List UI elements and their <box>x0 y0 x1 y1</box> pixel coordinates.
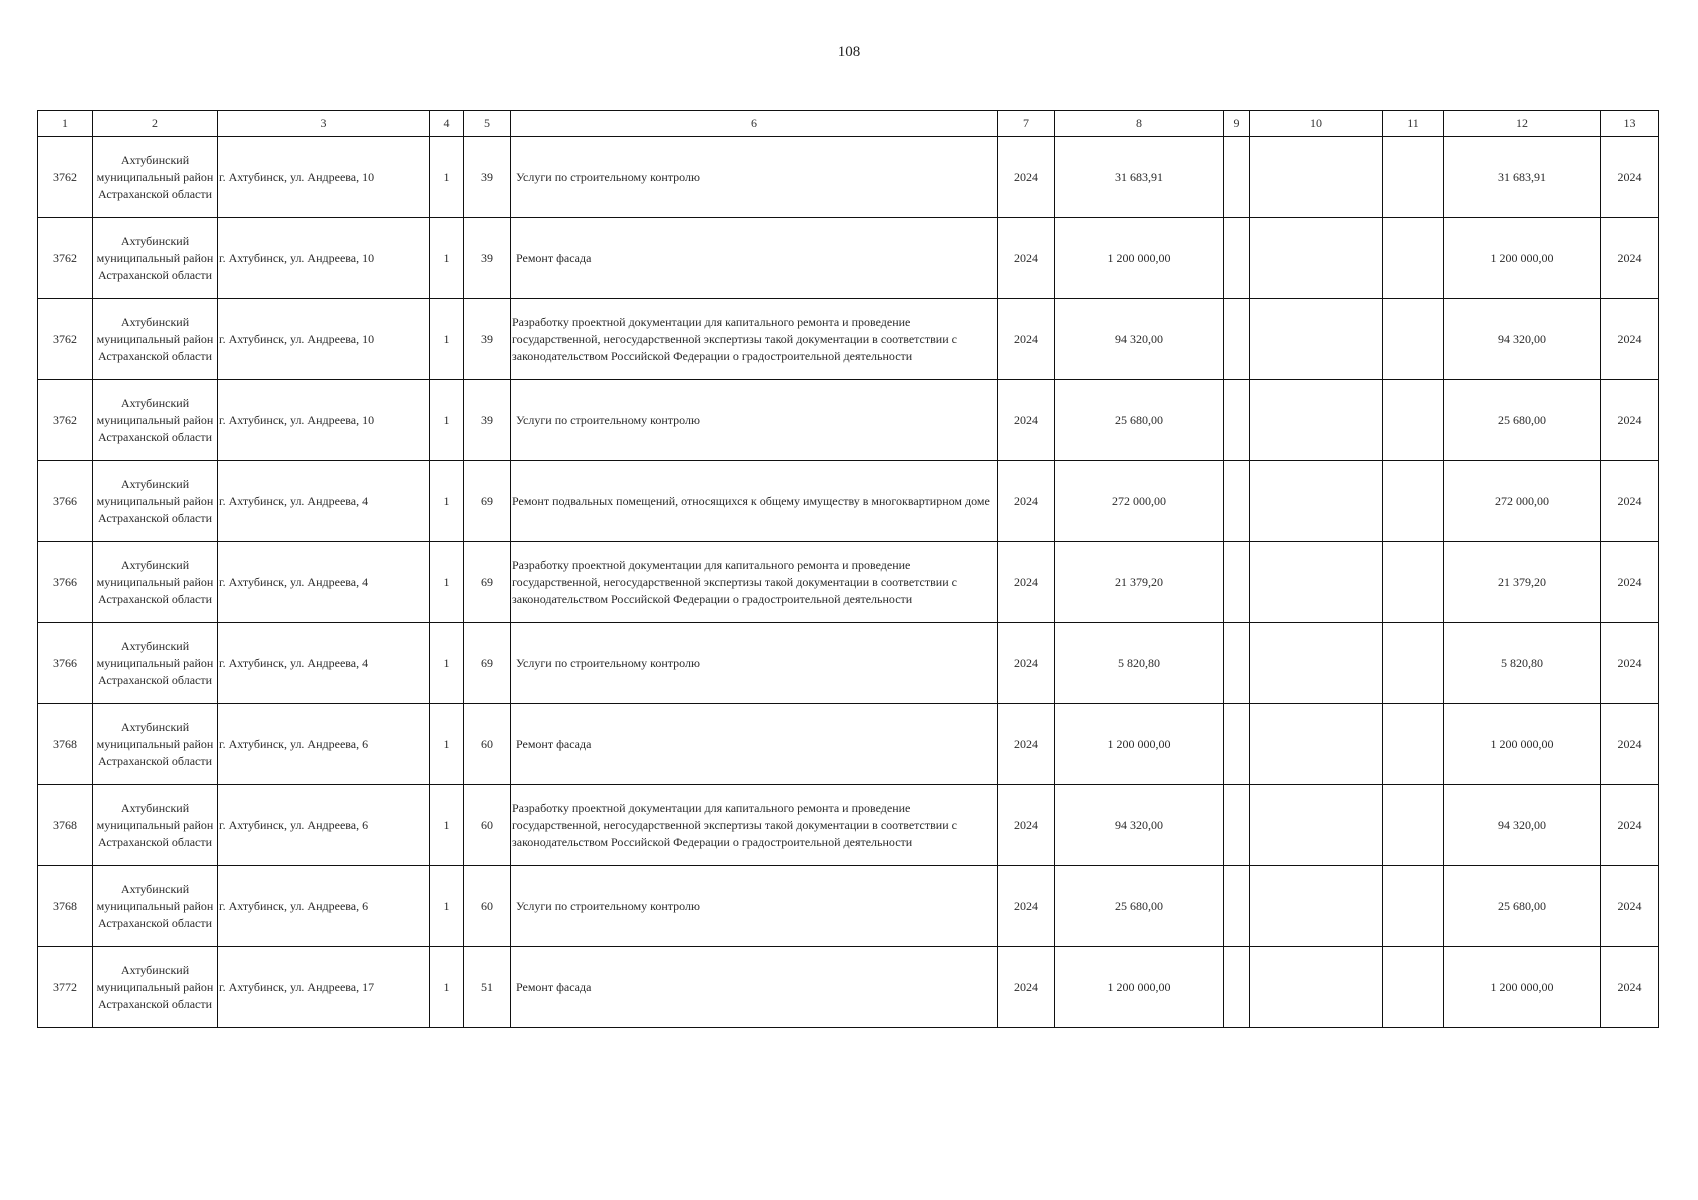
object-id-cell: 3762 <box>38 299 93 380</box>
column-header: 1 <box>38 111 93 137</box>
work-type-cell: Ремонт фасада <box>511 218 998 299</box>
page-number: 108 <box>837 44 861 60</box>
col4-cell: 1 <box>430 461 464 542</box>
completion-year-cell: 2024 <box>1601 137 1659 218</box>
completion-year-cell: 2024 <box>1601 299 1659 380</box>
municipality-cell: Ахтубинский муниципальный район Астраханской области <box>93 785 218 866</box>
amount-cell: 94 320,00 <box>1055 299 1224 380</box>
col4-cell: 1 <box>430 218 464 299</box>
column-header: 4 <box>430 111 464 137</box>
amount-total-cell: 25 680,00 <box>1444 866 1601 947</box>
municipality-cell: Ахтубинский муниципальный район Астраханской области <box>93 218 218 299</box>
municipality-cell: Ахтубинский муниципальный район Астраханской области <box>93 623 218 704</box>
completion-year-cell: 2024 <box>1601 785 1659 866</box>
col10-cell <box>1250 461 1383 542</box>
column-header: 12 <box>1444 111 1601 137</box>
col4-cell: 1 <box>430 137 464 218</box>
completion-year-cell: 2024 <box>1601 218 1659 299</box>
address-cell: г. Ахтубинск, ул. Андреева, 4 <box>218 623 430 704</box>
object-id-cell: 3768 <box>38 704 93 785</box>
col9-cell <box>1224 866 1250 947</box>
table-row <box>38 380 1659 461</box>
column-header: 8 <box>1055 111 1224 137</box>
amount-cell: 25 680,00 <box>1055 866 1224 947</box>
col5-cell: 60 <box>464 704 511 785</box>
col10-cell <box>1250 785 1383 866</box>
col4-cell: 1 <box>430 704 464 785</box>
column-header: 13 <box>1601 111 1659 137</box>
col9-cell <box>1224 785 1250 866</box>
work-type-cell: Услуги по строительному контролю <box>511 623 998 704</box>
work-type-cell: Разработку проектной документации для капитального ремонта и проведение государственной, негосударственной экспертизы такой документации в соответствии с законодательством Российской Федерации о градостроительной деятельности <box>511 785 998 866</box>
column-header: 9 <box>1224 111 1250 137</box>
work-type-cell: Услуги по строительному контролю <box>511 137 998 218</box>
work-type-cell: Услуги по строительному контролю <box>511 380 998 461</box>
column-header: 11 <box>1383 111 1444 137</box>
object-id-cell: 3766 <box>38 542 93 623</box>
col9-cell <box>1224 299 1250 380</box>
col9-cell <box>1224 461 1250 542</box>
amount-total-cell: 1 200 000,00 <box>1444 947 1601 1028</box>
address-cell: г. Ахтубинск, ул. Андреева, 4 <box>218 542 430 623</box>
work-type-cell: Ремонт фасада <box>511 947 998 1028</box>
col10-cell <box>1250 704 1383 785</box>
address-cell: г. Ахтубинск, ул. Андреева, 17 <box>218 947 430 1028</box>
year-cell: 2024 <box>998 218 1055 299</box>
table-body <box>38 137 1659 1028</box>
col10-cell <box>1250 623 1383 704</box>
address-cell: г. Ахтубинск, ул. Андреева, 6 <box>218 785 430 866</box>
col11-cell <box>1383 866 1444 947</box>
amount-total-cell: 25 680,00 <box>1444 380 1601 461</box>
col4-cell: 1 <box>430 785 464 866</box>
table-row <box>38 623 1659 704</box>
column-number-row <box>38 111 1659 137</box>
object-id-cell: 3772 <box>38 947 93 1028</box>
col9-cell <box>1224 218 1250 299</box>
col10-cell <box>1250 137 1383 218</box>
address-cell: г. Ахтубинск, ул. Андреева, 6 <box>218 704 430 785</box>
col9-cell <box>1224 137 1250 218</box>
col10-cell <box>1250 866 1383 947</box>
table-row <box>38 218 1659 299</box>
address-cell: г. Ахтубинск, ул. Андреева, 10 <box>218 380 430 461</box>
col11-cell <box>1383 380 1444 461</box>
col5-cell: 39 <box>464 299 511 380</box>
col9-cell <box>1224 542 1250 623</box>
municipality-cell: Ахтубинский муниципальный район Астраханской области <box>93 866 218 947</box>
municipality-cell: Ахтубинский муниципальный район Астраханской области <box>93 461 218 542</box>
year-cell: 2024 <box>998 704 1055 785</box>
col4-cell: 1 <box>430 299 464 380</box>
amount-total-cell: 1 200 000,00 <box>1444 704 1601 785</box>
address-cell: г. Ахтубинск, ул. Андреева, 4 <box>218 461 430 542</box>
object-id-cell: 3762 <box>38 380 93 461</box>
col11-cell <box>1383 461 1444 542</box>
address-cell: г. Ахтубинск, ул. Андреева, 10 <box>218 137 430 218</box>
municipality-cell: Ахтубинский муниципальный район Астраханской области <box>93 299 218 380</box>
col5-cell: 69 <box>464 461 511 542</box>
completion-year-cell: 2024 <box>1601 380 1659 461</box>
col9-cell <box>1224 704 1250 785</box>
table-row <box>38 947 1659 1028</box>
year-cell: 2024 <box>998 299 1055 380</box>
amount-cell: 21 379,20 <box>1055 542 1224 623</box>
year-cell: 2024 <box>998 866 1055 947</box>
col5-cell: 60 <box>464 785 511 866</box>
amount-total-cell: 1 200 000,00 <box>1444 218 1601 299</box>
column-header: 10 <box>1250 111 1383 137</box>
amount-total-cell: 272 000,00 <box>1444 461 1601 542</box>
capital-repair-table <box>37 110 1659 1028</box>
work-type-cell: Разработку проектной документации для капитального ремонта и проведение государственной, негосударственной экспертизы такой документации в соответствии с законодательством Российской Федерации о градостроительной деятельности <box>511 542 998 623</box>
col10-cell <box>1250 218 1383 299</box>
col10-cell <box>1250 380 1383 461</box>
amount-cell: 1 200 000,00 <box>1055 704 1224 785</box>
col11-cell <box>1383 137 1444 218</box>
object-id-cell: 3768 <box>38 866 93 947</box>
address-cell: г. Ахтубинск, ул. Андреева, 10 <box>218 299 430 380</box>
year-cell: 2024 <box>998 137 1055 218</box>
municipality-cell: Ахтубинский муниципальный район Астраханской области <box>93 542 218 623</box>
column-header: 6 <box>511 111 998 137</box>
completion-year-cell: 2024 <box>1601 866 1659 947</box>
completion-year-cell: 2024 <box>1601 623 1659 704</box>
object-id-cell: 3762 <box>38 137 93 218</box>
address-cell: г. Ахтубинск, ул. Андреева, 6 <box>218 866 430 947</box>
amount-cell: 1 200 000,00 <box>1055 218 1224 299</box>
col5-cell: 39 <box>464 380 511 461</box>
completion-year-cell: 2024 <box>1601 461 1659 542</box>
col9-cell <box>1224 947 1250 1028</box>
object-id-cell: 3768 <box>38 785 93 866</box>
col10-cell <box>1250 947 1383 1028</box>
col4-cell: 1 <box>430 542 464 623</box>
col11-cell <box>1383 947 1444 1028</box>
column-header: 7 <box>998 111 1055 137</box>
col4-cell: 1 <box>430 623 464 704</box>
col11-cell <box>1383 623 1444 704</box>
year-cell: 2024 <box>998 461 1055 542</box>
column-header: 2 <box>93 111 218 137</box>
work-type-cell: Разработку проектной документации для капитального ремонта и проведение государственной, негосударственной экспертизы такой документации в соответствии с законодательством Российской Федерации о градостроительной деятельности <box>511 299 998 380</box>
municipality-cell: Ахтубинский муниципальный район Астраханской области <box>93 137 218 218</box>
col5-cell: 69 <box>464 623 511 704</box>
table-row <box>38 137 1659 218</box>
col5-cell: 51 <box>464 947 511 1028</box>
col5-cell: 69 <box>464 542 511 623</box>
col9-cell <box>1224 380 1250 461</box>
col5-cell: 39 <box>464 137 511 218</box>
object-id-cell: 3766 <box>38 623 93 704</box>
table-row <box>38 866 1659 947</box>
col4-cell: 1 <box>430 866 464 947</box>
col9-cell <box>1224 623 1250 704</box>
col11-cell <box>1383 785 1444 866</box>
table-row <box>38 785 1659 866</box>
col4-cell: 1 <box>430 947 464 1028</box>
year-cell: 2024 <box>998 947 1055 1028</box>
col11-cell <box>1383 704 1444 785</box>
amount-total-cell: 94 320,00 <box>1444 299 1601 380</box>
table-row <box>38 542 1659 623</box>
col10-cell <box>1250 542 1383 623</box>
col11-cell <box>1383 218 1444 299</box>
amount-cell: 5 820,80 <box>1055 623 1224 704</box>
column-header: 5 <box>464 111 511 137</box>
object-id-cell: 3766 <box>38 461 93 542</box>
work-type-cell: Услуги по строительному контролю <box>511 866 998 947</box>
col5-cell: 60 <box>464 866 511 947</box>
column-header: 3 <box>218 111 430 137</box>
amount-total-cell: 31 683,91 <box>1444 137 1601 218</box>
table-row <box>38 299 1659 380</box>
work-type-cell: Ремонт подвальных помещений, относящихся к общему имуществу в многоквартирном доме <box>511 461 998 542</box>
col11-cell <box>1383 299 1444 380</box>
amount-total-cell: 94 320,00 <box>1444 785 1601 866</box>
amount-cell: 94 320,00 <box>1055 785 1224 866</box>
amount-cell: 1 200 000,00 <box>1055 947 1224 1028</box>
amount-cell: 272 000,00 <box>1055 461 1224 542</box>
completion-year-cell: 2024 <box>1601 947 1659 1028</box>
municipality-cell: Ахтубинский муниципальный район Астраханской области <box>93 947 218 1028</box>
year-cell: 2024 <box>998 785 1055 866</box>
year-cell: 2024 <box>998 623 1055 704</box>
work-type-cell: Ремонт фасада <box>511 704 998 785</box>
completion-year-cell: 2024 <box>1601 704 1659 785</box>
amount-cell: 31 683,91 <box>1055 137 1224 218</box>
col5-cell: 39 <box>464 218 511 299</box>
amount-cell: 25 680,00 <box>1055 380 1224 461</box>
col10-cell <box>1250 299 1383 380</box>
col11-cell <box>1383 542 1444 623</box>
amount-total-cell: 21 379,20 <box>1444 542 1601 623</box>
completion-year-cell: 2024 <box>1601 542 1659 623</box>
municipality-cell: Ахтубинский муниципальный район Астраханской области <box>93 380 218 461</box>
col4-cell: 1 <box>430 380 464 461</box>
table-row <box>38 461 1659 542</box>
address-cell: г. Ахтубинск, ул. Андреева, 10 <box>218 218 430 299</box>
year-cell: 2024 <box>998 380 1055 461</box>
year-cell: 2024 <box>998 542 1055 623</box>
table-row <box>38 704 1659 785</box>
amount-total-cell: 5 820,80 <box>1444 623 1601 704</box>
object-id-cell: 3762 <box>38 218 93 299</box>
municipality-cell: Ахтубинский муниципальный район Астраханской области <box>93 704 218 785</box>
